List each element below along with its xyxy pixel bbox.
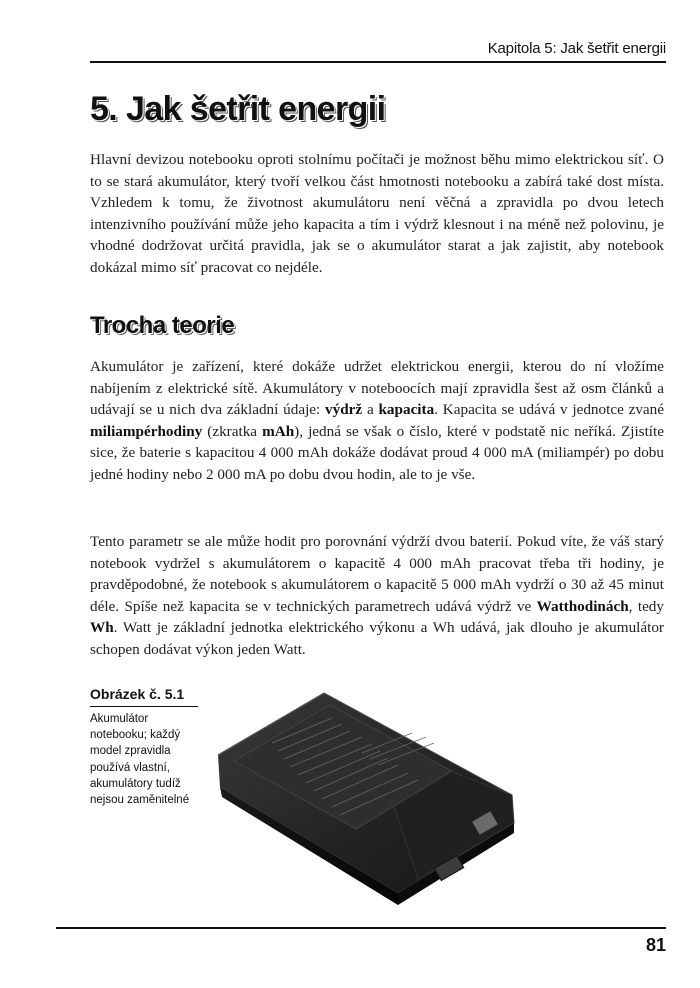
text-run: Tento parametr se ale může hodit pro porovnání výdrží dvou baterií. Pokud víte, že váš starý notebook vydržel s akumulátorem o kapacitě 4 000 mAh pracovat třeba tři hodiny, je pravděpodobné, že notebook s akumulátorem o kapacitě 5 000 mAh vydrží o 30 až 45 minut déle. Spíše než kapacita se v technických parametrech udává výdrž ve [90, 533, 664, 615]
term-wh: Wh [90, 619, 114, 637]
theory-paragraph-1 [90, 356, 664, 486]
term-vydrz: výdrž [325, 401, 363, 419]
chapter-title: 5. Jak šetřit energii [90, 90, 386, 128]
text-run: a [362, 401, 379, 419]
running-header: Kapitola 5: Jak šetřit energii [487, 40, 666, 57]
intro-paragraph: Hlavní devizou notebooku oproti stolnímu počítači je možnost běhu mimo elektrickou síť. O to se stará akumulátor, který tvoří velkou část hmotnosti notebooku a zabírá také dost místa. Vzhledem k tomu, že životnost akumulátoru není věčná a zpravidla po dvou letech intenzivního používání může jeho kapacita a tím i výdrž klesnout i na méně než polovinu, je vhodné dodržovat určitá pravidla, jak se o akumulátor starat a jak zajistit, aby notebook dokázal mimo síť pracovat co nejdéle. [90, 151, 664, 276]
term-watthodinach: Watthodinách [536, 597, 629, 615]
section-title: Trocha teorie [90, 312, 235, 339]
term-miliamperhodiny: miliampérhodiny [90, 422, 203, 440]
term-mah: mAh [262, 422, 295, 440]
header-rule [90, 61, 666, 63]
text-run: ), jedná se však o číslo, které v podstatě nic neříká. Zjistíte sice, že baterie s kapacitou 4 000 mAh dokáže dodávat proud 4 000 mA (miliampér) po dobu jedné hodiny nebo 2 000 mA po dobu dvou hodin, ale to je vše. [90, 422, 664, 483]
figure-label-rule [90, 706, 198, 707]
theory-paragraph-2 [90, 531, 664, 661]
term-kapacita: kapacita [378, 401, 435, 419]
text-run: . Kapacita se udává v jednotce zvané [434, 401, 664, 419]
text-run: Akumulátor je zařízení, které dokáže udržet elektrickou energii, kterou do ní vložíme nabíjením z elektrické sítě. Akumulátory v noteboocích mají zpravidla šest až osm článků a udávají se u nich dva základní údaje: [90, 358, 664, 419]
text-run: , tedy [628, 597, 664, 615]
text-run: . Watt je základní jednotka elektrického výkonu a Wh udává, jak dlouho je akumulátor schopen dodávat výkon jeden Watt. [90, 619, 664, 658]
text-run: (zkratka [202, 422, 263, 440]
figure-label: Obrázek č. 5.1 [90, 686, 185, 702]
footer-rule [56, 927, 666, 929]
laptop-battery-photo [212, 683, 522, 913]
figure-caption: Akumulátor notebooku; každý model zpravidla používá vlastní, akumulátory tudíž nejsou zaměnitelné [90, 713, 190, 807]
page-number: 81 [645, 935, 666, 955]
